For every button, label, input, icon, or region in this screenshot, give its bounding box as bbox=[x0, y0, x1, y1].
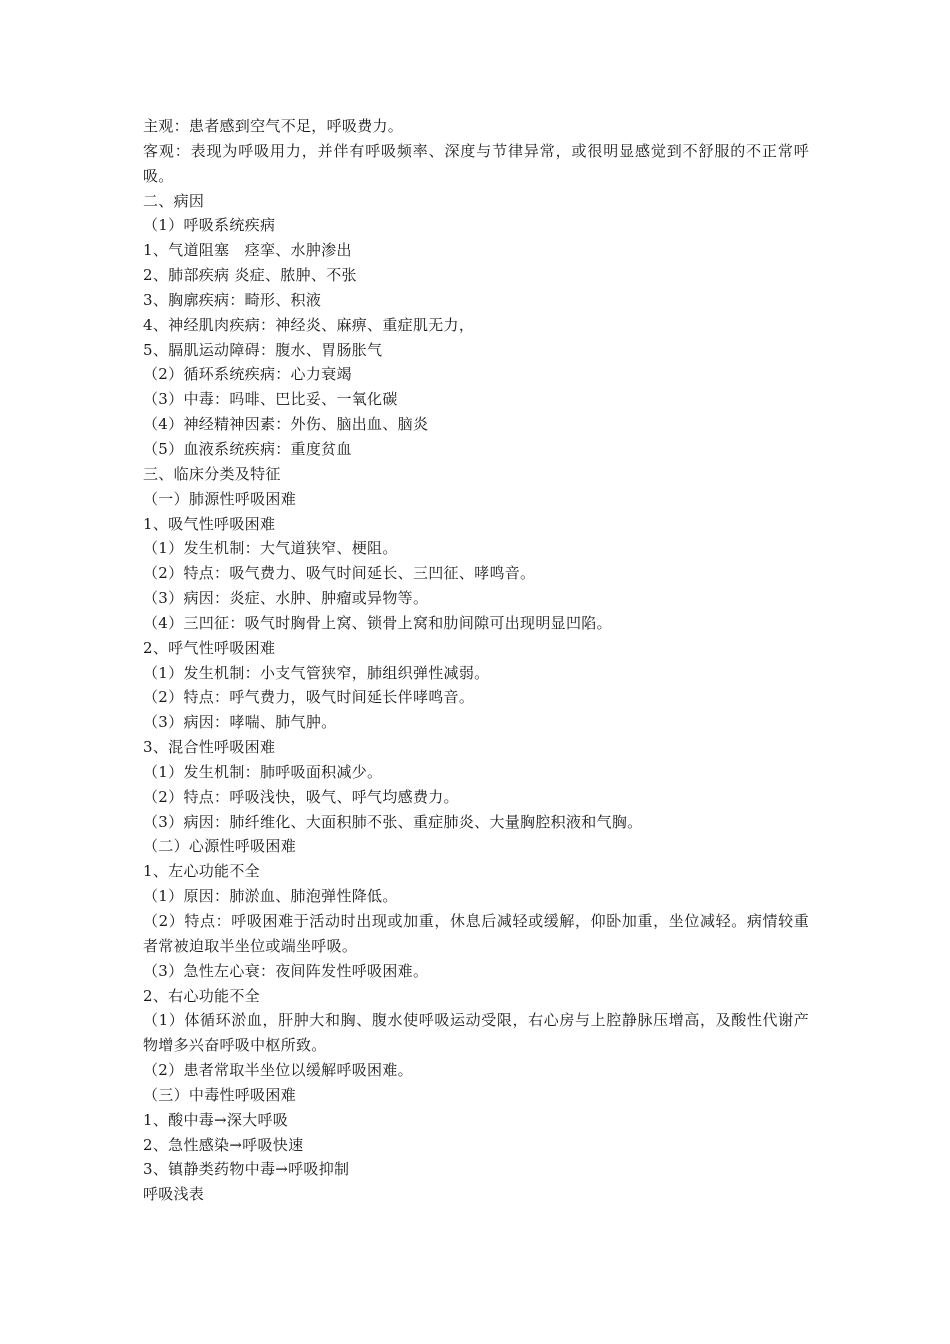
section-heading-etiology: 二、病因 bbox=[143, 191, 205, 210]
list-item: （1）发生机制：大气道狭窄、梗阻。 bbox=[143, 539, 398, 558]
list-item: （3）急性左心衰：夜间阵发性呼吸困难。 bbox=[143, 961, 429, 980]
item-heading-right-heart: 2、右心功能不全 bbox=[143, 986, 260, 1005]
item-heading-expiratory: 2、呼气性呼吸困难 bbox=[143, 638, 276, 657]
document-body bbox=[143, 114, 809, 1207]
list-item: （3）病因：肺纤维化、大面积肺不张、重症肺炎、大量胸腔积液和气胸。 bbox=[143, 812, 643, 831]
list-item: （1）原因：肺淤血、肺泡弹性降低。 bbox=[143, 887, 398, 906]
list-item: 2、急性感染→呼吸快速 bbox=[143, 1135, 304, 1154]
subheading-poisoning: （3）中毒：吗啡、巴比妥、一氧化碳 bbox=[143, 390, 398, 409]
list-item: （2）特点：呼吸浅快，吸气、呼气均感费力。 bbox=[143, 787, 459, 806]
list-item: 5、膈肌运动障碍：腹水、胃肠胀气 bbox=[143, 340, 383, 359]
subheading-circulatory-disease: （2）循环系统疾病：心力衰竭 bbox=[143, 365, 352, 384]
list-item: 3、胸廓疾病：畸形、积液 bbox=[143, 290, 322, 309]
list-item: 4、神经肌肉疾病：神经炎、麻痹、重症肌无力， bbox=[143, 315, 475, 334]
list-item: 1、气道阻塞 痉挛、水肿渗出 bbox=[143, 241, 352, 260]
list-item: （3）病因：哮喘、肺气肿。 bbox=[143, 713, 337, 732]
subheading-pulmonary-dyspnea: （一）肺源性呼吸困难 bbox=[143, 489, 297, 508]
subheading-neuropsychiatric: （4）神经精神因素：外伤、脑出血、脑炎 bbox=[143, 415, 429, 434]
item-heading-inspiratory: 1、吸气性呼吸困难 bbox=[143, 514, 276, 533]
list-item: （2）特点：吸气费力、吸气时间延长、三凹征、哮鸣音。 bbox=[143, 564, 536, 583]
item-heading-mixed: 3、混合性呼吸困难 bbox=[143, 738, 276, 757]
subheading-toxic-dyspnea: （三）中毒性呼吸困难 bbox=[143, 1085, 297, 1104]
objective-definition: 客观：表现为呼吸用力，并伴有呼吸频率、深度与节律异常，或很明显感觉到不舒服的不正常呼吸。 bbox=[143, 141, 809, 185]
subheading-respiratory-disease: （1）呼吸系统疾病 bbox=[143, 216, 276, 235]
list-item: （1）体循环淤血，肝肿大和胸、腹水使呼吸运动受限，右心房与上腔静脉压增高，及酸性代谢产物增多兴奋呼吸中枢所致。 bbox=[143, 1011, 809, 1055]
trailing-text: 呼吸浅表 bbox=[143, 1185, 205, 1204]
list-item: （1）发生机制：肺呼吸面积减少。 bbox=[143, 762, 383, 781]
subheading-blood-disease: （5）血液系统疾病：重度贫血 bbox=[143, 439, 352, 458]
list-item: （2）特点：呼吸困难于活动时出现或加重，休息后减轻或缓解，仰卧加重，坐位减轻。病情较重者常被迫取半坐位或端坐呼吸。 bbox=[143, 912, 809, 955]
list-item: （2）患者常取半坐位以缓解呼吸困难。 bbox=[143, 1061, 413, 1080]
section-heading-classification: 三、临床分类及特征 bbox=[143, 464, 281, 483]
list-item: 3、镇静类药物中毒→呼吸抑制 bbox=[143, 1160, 350, 1179]
list-item: （2）特点：呼气费力，吸气时间延长伴哮鸣音。 bbox=[143, 688, 475, 707]
list-item: （1）发生机制：小支气管狭窄，肺组织弹性减弱。 bbox=[143, 663, 490, 682]
item-heading-left-heart: 1、左心功能不全 bbox=[143, 862, 260, 881]
subheading-cardiac-dyspnea: （二）心源性呼吸困难 bbox=[143, 837, 297, 856]
subjective-definition: 主观：患者感到空气不足，呼吸费力。 bbox=[143, 117, 404, 135]
list-item: （4）三凹征：吸气时胸骨上窝、锁骨上窝和肋间隙可出现明显凹陷。 bbox=[143, 613, 612, 632]
list-item: （3）病因：炎症、水肿、肿瘤或异物等。 bbox=[143, 589, 429, 608]
list-item: 2、肺部疾病 炎症、脓肿、不张 bbox=[143, 266, 357, 285]
list-item: 1、酸中毒→深大呼吸 bbox=[143, 1110, 289, 1129]
